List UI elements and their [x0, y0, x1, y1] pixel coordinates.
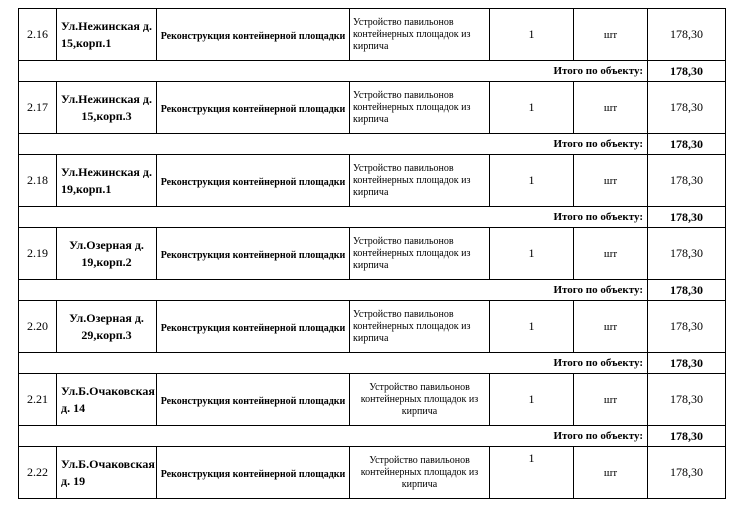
total-value: 178,30	[648, 207, 726, 228]
cost: 178,30	[648, 155, 726, 207]
total-row	[19, 426, 726, 447]
unit: шт	[574, 82, 648, 134]
object-address: Ул.Нежинская д. 15,корп.1	[57, 9, 157, 61]
quantity: 1	[490, 155, 574, 207]
total-row	[19, 61, 726, 82]
total-value: 178,30	[648, 134, 726, 155]
table-row	[19, 155, 726, 207]
unit: шт	[574, 374, 648, 426]
work-description: Устройство павильонов контейнерных площадок из кирпича	[350, 9, 490, 61]
object-address: Ул.Озерная д. 29,корп.3	[57, 301, 157, 353]
total-label: Итого по объекту:	[19, 280, 648, 301]
table-row	[19, 301, 726, 353]
total-label: Итого по объекту:	[19, 353, 648, 374]
total-label: Итого по объекту:	[19, 134, 648, 155]
cost: 178,30	[648, 301, 726, 353]
cost: 178,30	[648, 374, 726, 426]
object-address: Ул.Б.Очаковская д. 14	[57, 374, 157, 426]
quantity: 1	[490, 374, 574, 426]
unit: шт	[574, 155, 648, 207]
work-type: Реконструкция контейнерной площадки	[157, 447, 350, 499]
quantity: 1	[490, 228, 574, 280]
table-row	[19, 9, 726, 61]
cost: 178,30	[648, 9, 726, 61]
quantity: 1	[490, 9, 574, 61]
total-value: 178,30	[648, 61, 726, 82]
total-row	[19, 280, 726, 301]
unit: шт	[574, 301, 648, 353]
cost: 178,30	[648, 447, 726, 499]
work-description: Устройство павильонов контейнерных площадок из кирпича	[350, 301, 490, 353]
cost: 178,30	[648, 82, 726, 134]
work-description: Устройство павильонов контейнерных площадок из кирпича	[350, 374, 490, 426]
total-value: 178,30	[648, 426, 726, 447]
object-address: Ул.Озерная д. 19,корп.2	[57, 228, 157, 280]
total-label: Итого по объекту:	[19, 207, 648, 228]
cost: 178,30	[648, 228, 726, 280]
row-number: 2.18	[19, 155, 57, 207]
row-number: 2.16	[19, 9, 57, 61]
quantity: 1	[490, 447, 574, 499]
estimate-table	[18, 8, 726, 499]
work-type: Реконструкция контейнерной площадки	[157, 9, 350, 61]
unit: шт	[574, 447, 648, 499]
total-row	[19, 353, 726, 374]
unit: шт	[574, 228, 648, 280]
work-description: Устройство павильонов контейнерных площадок из кирпича	[350, 228, 490, 280]
total-label: Итого по объекту:	[19, 426, 648, 447]
object-address: Ул.Б.Очаковская д. 19	[57, 447, 157, 499]
object-address: Ул.Нежинская д. 15,корп.3	[57, 82, 157, 134]
work-description: Устройство павильонов контейнерных площадок из кирпича	[350, 155, 490, 207]
row-number: 2.22	[19, 447, 57, 499]
row-number: 2.20	[19, 301, 57, 353]
table-row	[19, 447, 726, 499]
work-type: Реконструкция контейнерной площадки	[157, 374, 350, 426]
object-address: Ул.Нежинская д. 19,корп.1	[57, 155, 157, 207]
quantity: 1	[490, 301, 574, 353]
unit: шт	[574, 9, 648, 61]
table-row	[19, 374, 726, 426]
table-row	[19, 228, 726, 280]
total-row	[19, 134, 726, 155]
row-number: 2.17	[19, 82, 57, 134]
quantity: 1	[490, 82, 574, 134]
total-value: 178,30	[648, 353, 726, 374]
table-row	[19, 82, 726, 134]
total-value: 178,30	[648, 280, 726, 301]
work-type: Реконструкция контейнерной площадки	[157, 301, 350, 353]
row-number: 2.19	[19, 228, 57, 280]
work-description: Устройство павильонов контейнерных площадок из кирпича	[350, 447, 490, 499]
work-description: Устройство павильонов контейнерных площадок из кирпича	[350, 82, 490, 134]
work-type: Реконструкция контейнерной площадки	[157, 228, 350, 280]
work-type: Реконструкция контейнерной площадки	[157, 82, 350, 134]
total-row	[19, 207, 726, 228]
work-type: Реконструкция контейнерной площадки	[157, 155, 350, 207]
row-number: 2.21	[19, 374, 57, 426]
total-label: Итого по объекту:	[19, 61, 648, 82]
